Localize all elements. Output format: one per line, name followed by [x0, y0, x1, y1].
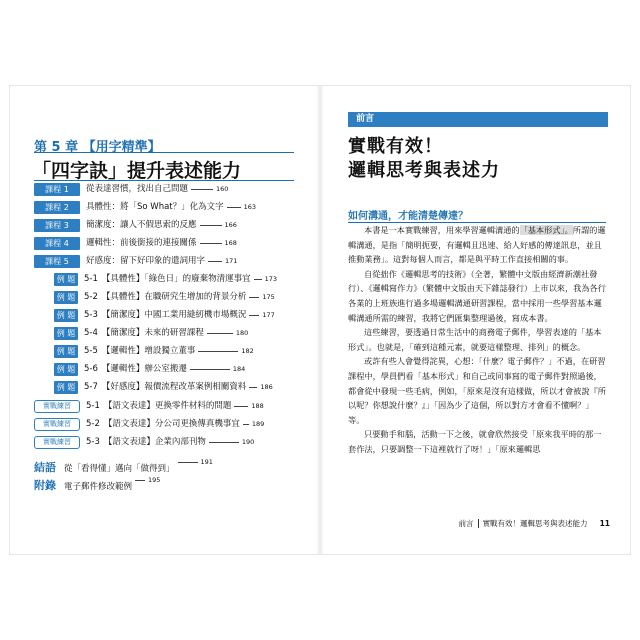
toc-text: 【語文表達】分公司更換傳真機事宜 — [103, 419, 240, 429]
dot-leader — [254, 273, 262, 280]
dot-leader — [243, 418, 249, 425]
toc-practice-5-1[interactable] — [34, 400, 264, 414]
dot-leader — [227, 201, 241, 208]
dot-leader — [191, 183, 213, 190]
toc-lesson-5[interactable] — [34, 255, 237, 269]
dot-leader — [249, 381, 257, 388]
toc-page: 160 — [216, 185, 229, 193]
section-tag: 前言 — [348, 112, 608, 127]
toc-page: 171 — [225, 257, 238, 265]
toc-example-5-6[interactable] — [54, 363, 245, 377]
example-number: 5-1 — [84, 274, 98, 284]
practice-badge: 實戰練習 — [34, 400, 80, 413]
chapter-rule-bottom — [34, 180, 294, 181]
dot-leader — [234, 400, 248, 407]
dot-leader — [249, 291, 259, 298]
paragraph: 或許有些人會覺得詫異，心想：「什麼？電子郵件？」不過，在研習課程中，學員們看「基本形式」和自己或同事寫的電子郵件對照過後，都會從中發現一些毛病，例如，「原來是沒有這樣做，所以才會被說『所以呢？你想說什麼？』」「因為少了這個，所以對方才會看不懂啊？」等。 — [348, 356, 606, 425]
toc-page: 175 — [262, 293, 275, 301]
lesson-badge: 課程 5 — [34, 255, 80, 268]
practice-badge: 實戰練習 — [34, 436, 80, 449]
example-badge: 例 題 — [54, 273, 78, 286]
toc-text: 【簡潔度】未來的研習課程 — [101, 328, 204, 338]
paragraph: 本書是一本實戰練習，用來學習邏輯溝通的「基本形式」。所謂的邏輯溝通，是指「簡明扼要，有邏輯且迅速、給人好感的傳達訊息，並且推動業務」。這對每個人而言，都是與平時工作直接相關的事。 — [348, 225, 606, 265]
toc-text: 【語文表達】企業內部刊物 — [103, 437, 206, 447]
toc-text: 具體性：將「So What？」化為文字 — [86, 202, 224, 212]
toc-page: 166 — [224, 221, 237, 229]
paragraph: 自從拙作《邏輯思考的技術》（全著，繁體中文版由經濟新潮社發行）、《邏輯寫作力》（繁體中文版由天下雜誌發行）上市以來，我為各行各業的上班族進行過多場邏輯溝通研習課程，當中採用一些學習基本邏輯溝通所需的練習，我將它們匯集整理過後，寫成本書。 — [348, 268, 606, 323]
dot-leader — [209, 436, 239, 443]
footer-title: 實戰有效！邏輯思考與表述能力 — [482, 519, 588, 528]
toc-page: 182 — [241, 347, 254, 355]
toc-practice-5-3[interactable] — [34, 436, 254, 450]
toc-lesson-4[interactable] — [34, 237, 237, 251]
toc-text: 【好感度】報價流程改革案例相關資料 — [101, 382, 247, 392]
highlighted-text: 「基本形式」。 — [519, 225, 573, 235]
page-title-line-1: 實戰有效！ — [348, 136, 443, 157]
page-number: 11 — [599, 519, 610, 528]
toc-example-5-1[interactable] — [54, 273, 277, 287]
toc-lesson-2[interactable] — [34, 201, 256, 215]
chapter-rule-top — [34, 152, 294, 153]
chapter-label: 第 5 章 — [34, 140, 79, 155]
appendix-label: 附錄 — [34, 479, 56, 492]
lesson-badge: 課程 4 — [34, 237, 80, 250]
toc-page: 177 — [262, 311, 275, 319]
toc-page: 163 — [243, 203, 257, 211]
lesson-badge: 課程 2 — [34, 201, 80, 214]
chapter-title: 「四字訣」提升表述能力 — [32, 160, 242, 182]
left-page — [10, 86, 320, 554]
toc-text: 好感度：留下好印象的遣詞用字 — [86, 256, 206, 266]
dot-leader — [198, 345, 238, 352]
toc-page: 180 — [235, 329, 249, 337]
toc-text: 【簡潔度】中國工業用縫紉機市場概況 — [101, 310, 247, 320]
toc-example-5-3[interactable] — [54, 309, 275, 323]
toc-text: 【邏輯性】增設獨立董事 — [101, 346, 196, 356]
practice-number: 5-2 — [86, 419, 100, 429]
toc-text: 【邏輯性】辦公室搬遷 — [101, 364, 187, 374]
toc-page: 173 — [264, 275, 278, 283]
toc-lesson-3[interactable] — [34, 219, 237, 233]
dot-leader — [207, 327, 233, 334]
toc-page: 189 — [251, 420, 265, 428]
book-spread — [10, 86, 630, 554]
toc-appendix[interactable] — [34, 474, 160, 493]
example-badge: 例 題 — [54, 345, 78, 358]
toc-text: 從「看得懂」邁向「做得到」 — [64, 464, 175, 474]
toc-example-5-4[interactable] — [54, 327, 248, 341]
dot-leader — [200, 219, 222, 226]
dot-leader — [200, 237, 222, 244]
toc-page: 190 — [241, 438, 255, 446]
example-badge: 例 題 — [54, 381, 78, 394]
toc-text: 簡潔度：讓人不假思索的反應 — [86, 220, 197, 230]
conclusion-label: 結語 — [34, 461, 56, 474]
dot-leader — [208, 255, 222, 262]
example-number: 5-4 — [84, 328, 98, 338]
toc-page: 184 — [232, 365, 246, 373]
toc-lesson-1[interactable] — [34, 183, 228, 197]
toc-text: 【具體性】「綠色日」的廢棄物清運事宜 — [101, 274, 251, 284]
toc-example-5-5[interactable] — [54, 345, 254, 359]
paragraph: 只要動手和腦，活動一下之後，就會欣然接受「原來我平時的那一套作法，只要調整一下這裡就行了呀！」「原來邏輯思 — [348, 429, 602, 454]
example-badge: 例 題 — [54, 363, 78, 376]
dot-leader — [190, 363, 230, 370]
toc-text: 【語文表達】更換零件材料的問題 — [103, 401, 232, 411]
dot-leader — [178, 456, 198, 463]
lesson-badge: 課程 1 — [34, 183, 80, 196]
toc-page: 186 — [260, 383, 273, 391]
toc-page: 188 — [251, 402, 264, 410]
toc-page: 168 — [224, 239, 237, 247]
chapter-tag: 【用字精準】 — [82, 140, 161, 155]
footer-section: 前言 — [458, 519, 474, 528]
toc-conclusion[interactable] — [34, 456, 213, 475]
toc-example-5-2[interactable] — [54, 291, 275, 305]
toc-text: 電子郵件修改範例 — [64, 482, 133, 492]
example-number: 5-3 — [84, 310, 98, 320]
paragraph: 這些練習，要透過日常生活中的商務電子郵件，學習表達的「基本形式」。也就是，「確到這種元素，就要這樣整理、排列」的概念。 — [348, 327, 602, 352]
example-badge: 例 題 — [54, 291, 78, 304]
example-number: 5-6 — [84, 364, 98, 374]
example-number: 5-7 — [84, 382, 98, 392]
dot-leader — [249, 309, 259, 316]
dot-leader — [135, 474, 145, 481]
example-badge: 例 題 — [54, 327, 78, 340]
toc-practice-5-2[interactable] — [34, 418, 264, 432]
practice-number: 5-1 — [86, 401, 100, 411]
example-badge: 例 題 — [54, 309, 78, 322]
right-page — [320, 86, 630, 554]
footer-separator — [478, 519, 479, 528]
toc-text: 邏輯性：前後銜接的連接關係 — [86, 238, 197, 248]
example-number: 5-2 — [84, 292, 98, 302]
toc-page: 195 — [148, 476, 161, 484]
example-number: 5-5 — [84, 346, 98, 356]
toc-example-5-7[interactable] — [54, 381, 273, 395]
page-footer — [348, 518, 610, 530]
lesson-badge: 課程 3 — [34, 219, 80, 232]
practice-badge: 實戰練習 — [34, 418, 80, 431]
practice-number: 5-3 — [86, 437, 100, 447]
section-subheading: 如何溝通，才能清楚傳達？ — [348, 211, 468, 222]
toc-text: 【具體性】在職研究生增加的背景分析 — [101, 292, 247, 302]
toc-page: 191 — [200, 458, 213, 466]
page-title-line-2: 邏輯思考與表述力 — [348, 160, 500, 181]
toc-text: 從表達習慣，找出自己問題 — [86, 184, 189, 194]
body-text — [348, 223, 606, 457]
